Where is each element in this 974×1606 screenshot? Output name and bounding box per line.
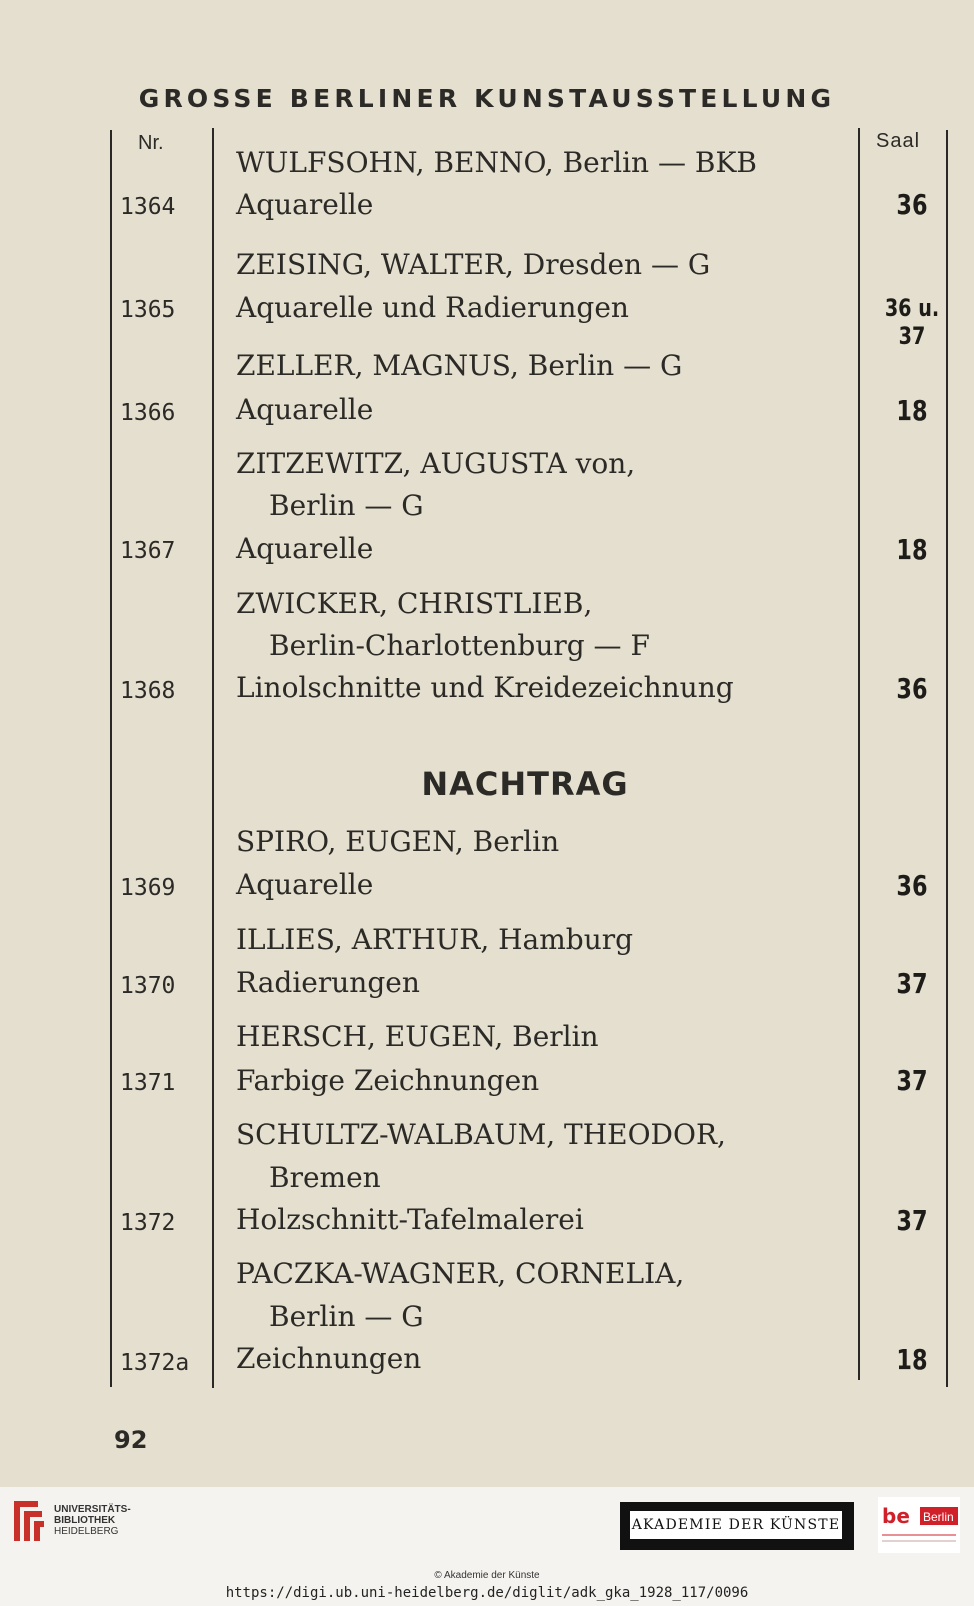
work-description: Holzschnitt-Tafelmalerei xyxy=(236,1203,584,1236)
nr-column-rule xyxy=(212,128,214,1388)
work-description: Aquarelle xyxy=(236,868,374,901)
nr-column-header: Nr. xyxy=(138,132,164,154)
artist-name: ZELLER, MAGNUS, Berlin — G xyxy=(236,349,683,382)
saal-number: 37 xyxy=(896,967,928,1000)
ub-line-1: UNIVERSITÄTS- xyxy=(54,1504,131,1515)
saal-number: 37 xyxy=(896,1064,928,1097)
saal-number: 18 xyxy=(896,533,928,566)
nachtrag-heading: NACHTRAG xyxy=(421,765,629,803)
ub-line-3: HEIDELBERG xyxy=(54,1526,119,1537)
entry-number: 1368 xyxy=(120,678,176,704)
artist-location: Berlin — G xyxy=(269,489,424,522)
entry-number: 1372 xyxy=(120,1210,176,1236)
artist-name: ILLIES, ARTHUR, Hamburg xyxy=(236,923,634,956)
adk-logo[interactable] xyxy=(620,1502,854,1550)
saal-number: 36 xyxy=(896,869,928,902)
artist-name: SCHULTZ-WALBAUM, THEODOR, xyxy=(236,1118,726,1151)
saal-number: 36 xyxy=(896,188,928,221)
entry-number: 1369 xyxy=(120,875,176,901)
artist-location: Berlin-Charlottenburg — F xyxy=(269,629,650,662)
saal-number: 36 u. 37 xyxy=(884,294,940,350)
entry-number: 1371 xyxy=(120,1070,176,1096)
work-description: Farbige Zeichnungen xyxy=(236,1064,540,1097)
entry-number: 1370 xyxy=(120,973,176,999)
work-description: Linolschnitte und Kreidezeichnung xyxy=(236,671,734,704)
adk-logo-text: AKADEMIE DER KÜNSTE xyxy=(630,1511,842,1539)
entry-number: 1367 xyxy=(120,538,176,564)
ub-heidelberg-logo-icon[interactable] xyxy=(10,1495,46,1545)
artist-name: ZEISING, WALTER, Dresden — G xyxy=(236,248,711,281)
be-berlin-logo-icon[interactable] xyxy=(878,1497,960,1553)
work-description: Aquarelle und Radierungen xyxy=(236,291,629,324)
artist-name: SPIRO, EUGEN, Berlin xyxy=(236,825,560,858)
entry-number: 1372a xyxy=(120,1350,190,1376)
svg-text:Berlin: Berlin xyxy=(923,1510,954,1524)
saal-number: 18 xyxy=(896,1343,928,1376)
saal-column-header: Saal xyxy=(876,130,921,152)
artist-name: HERSCH, EUGEN, Berlin xyxy=(236,1020,599,1053)
entry-number: 1364 xyxy=(120,194,176,220)
artist-location: Berlin — G xyxy=(269,1300,424,1333)
entry-number: 1365 xyxy=(120,297,176,323)
page-header: GROSSE BERLINER KUNSTAUSSTELLUNG xyxy=(138,84,836,113)
source-url-link[interactable]: https://digi.ub.uni-heidelberg.de/diglit/adk_gka_1928_117/0096 xyxy=(225,1585,749,1601)
svg-text:be: be xyxy=(882,1504,910,1528)
artist-location: Bremen xyxy=(269,1161,381,1194)
work-description: Aquarelle xyxy=(236,188,374,221)
saal-number: 18 xyxy=(896,394,928,427)
ub-line-2: BIBLIOTHEK xyxy=(54,1515,116,1526)
artist-name: PACZKA-WAGNER, CORNELIA, xyxy=(236,1257,685,1290)
work-description: Zeichnungen xyxy=(236,1342,422,1375)
saal-number: 36 xyxy=(896,672,928,705)
artist-name: ZWICKER, CHRISTLIEB, xyxy=(236,587,593,620)
saal-column-rule xyxy=(858,128,860,1380)
saal-number: 37 xyxy=(896,1204,928,1237)
work-description: Aquarelle xyxy=(236,393,374,426)
artist-name: ZITZEWITZ, AUGUSTA von, xyxy=(236,447,636,480)
ub-heidelberg-wordmark[interactable] xyxy=(54,1504,131,1537)
entry-number: 1366 xyxy=(120,400,176,426)
work-description: Aquarelle xyxy=(236,532,374,565)
page-number: 92 xyxy=(114,1426,148,1454)
work-description: Radierungen xyxy=(236,966,420,999)
copyright-text: © Akademie der Künste xyxy=(434,1570,540,1581)
artist-name: WULFSOHN, BENNO, Berlin — BKB xyxy=(236,146,757,179)
left-rule xyxy=(110,130,112,1387)
